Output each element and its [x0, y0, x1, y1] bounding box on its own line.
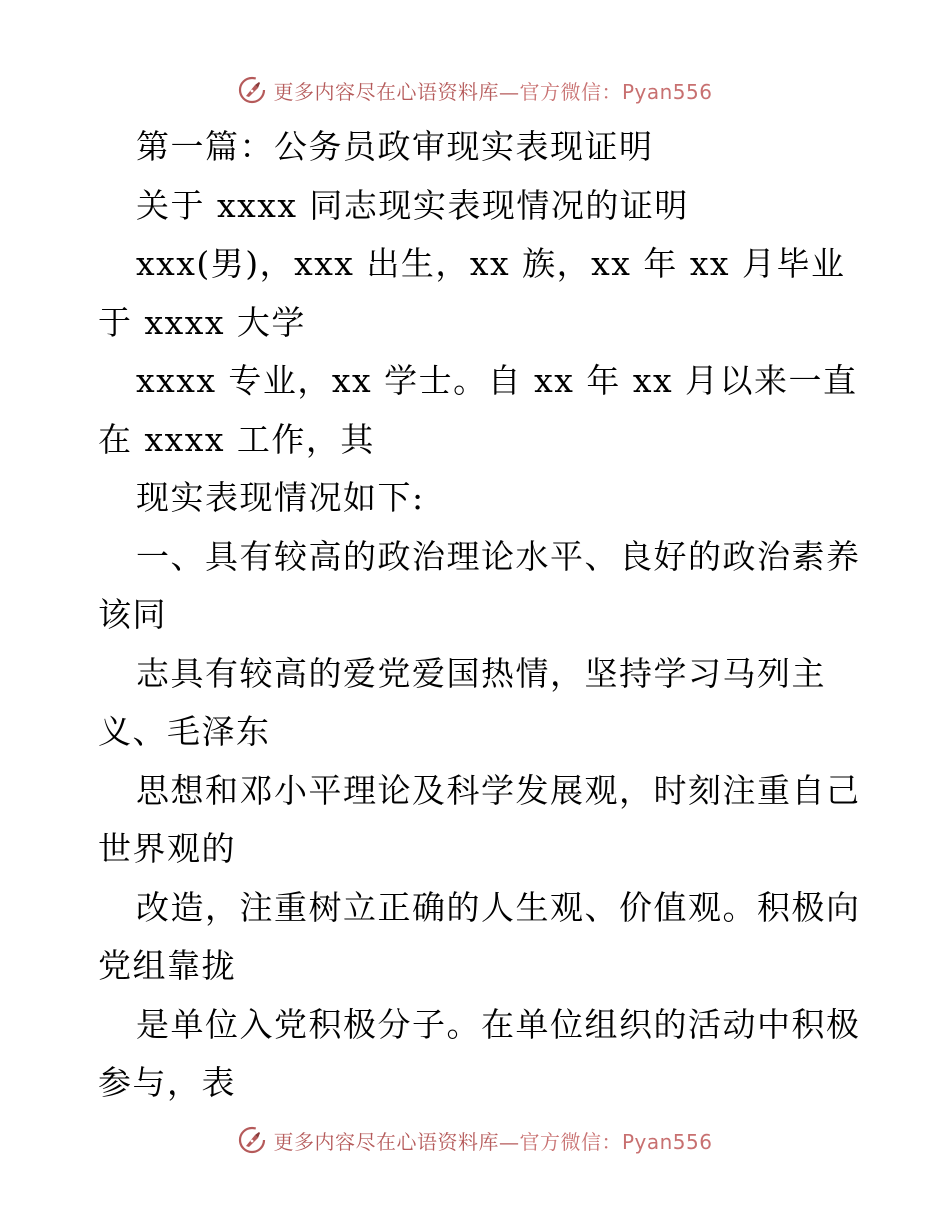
document-line: xxxx 专业，xx 学士。自 xx 年 xx 月以来一直 [136, 361, 858, 400]
document-line: 世界观的 [98, 829, 236, 868]
document-line: 该同 [98, 595, 167, 634]
banner-wechat: 官方微信：Pyan556 [519, 1129, 713, 1154]
document-line: 义、毛泽东 [98, 712, 271, 751]
document-line: 是单位入党积极分子。在单位组织的活动中积极 [136, 1004, 861, 1044]
document-line: 关于 xxxx 同志现实表现情况的证明 [136, 185, 689, 225]
banner-text [273, 1126, 712, 1155]
banner-separator: — [498, 1129, 520, 1154]
footer-banner [0, 1120, 950, 1160]
document-line: xxx(男)，xxx 出生，xx 族，xx 年 xx 月毕业 [136, 244, 846, 283]
banner-separator: — [498, 79, 520, 104]
pen-nib-logo-icon [237, 1125, 267, 1155]
document-line: 一、具有较高的政治理论水平、良好的政治素养 [136, 536, 861, 576]
banner-site-name: 更多内容尽在心语资料库 [273, 79, 499, 104]
header-banner [0, 70, 950, 110]
document-line: 第一篇：公务员政审现实表现证明 [136, 127, 654, 166]
document-body [98, 118, 861, 1113]
document-line: 参与，表 [98, 1063, 236, 1102]
banner-text [273, 76, 712, 105]
document-line: 志具有较高的爱党爱国热情，坚持学习马列主 [136, 653, 826, 693]
document-line: 在 xxxx 工作，其 [98, 419, 375, 459]
document-line: 现实表现情况如下: [136, 478, 425, 517]
document-line: 思想和邓小平理论及科学发展观，时刻注重自己 [136, 770, 861, 810]
document-line: 党组靠拢 [98, 946, 236, 985]
document-line: 于 xxxx 大学 [98, 302, 306, 342]
banner-site-name: 更多内容尽在心语资料库 [273, 1129, 499, 1154]
pen-nib-logo-icon [237, 75, 267, 105]
document-line: 改造，注重树立正确的人生观、价值观。积极向 [136, 887, 861, 927]
banner-wechat: 官方微信：Pyan556 [519, 79, 713, 104]
